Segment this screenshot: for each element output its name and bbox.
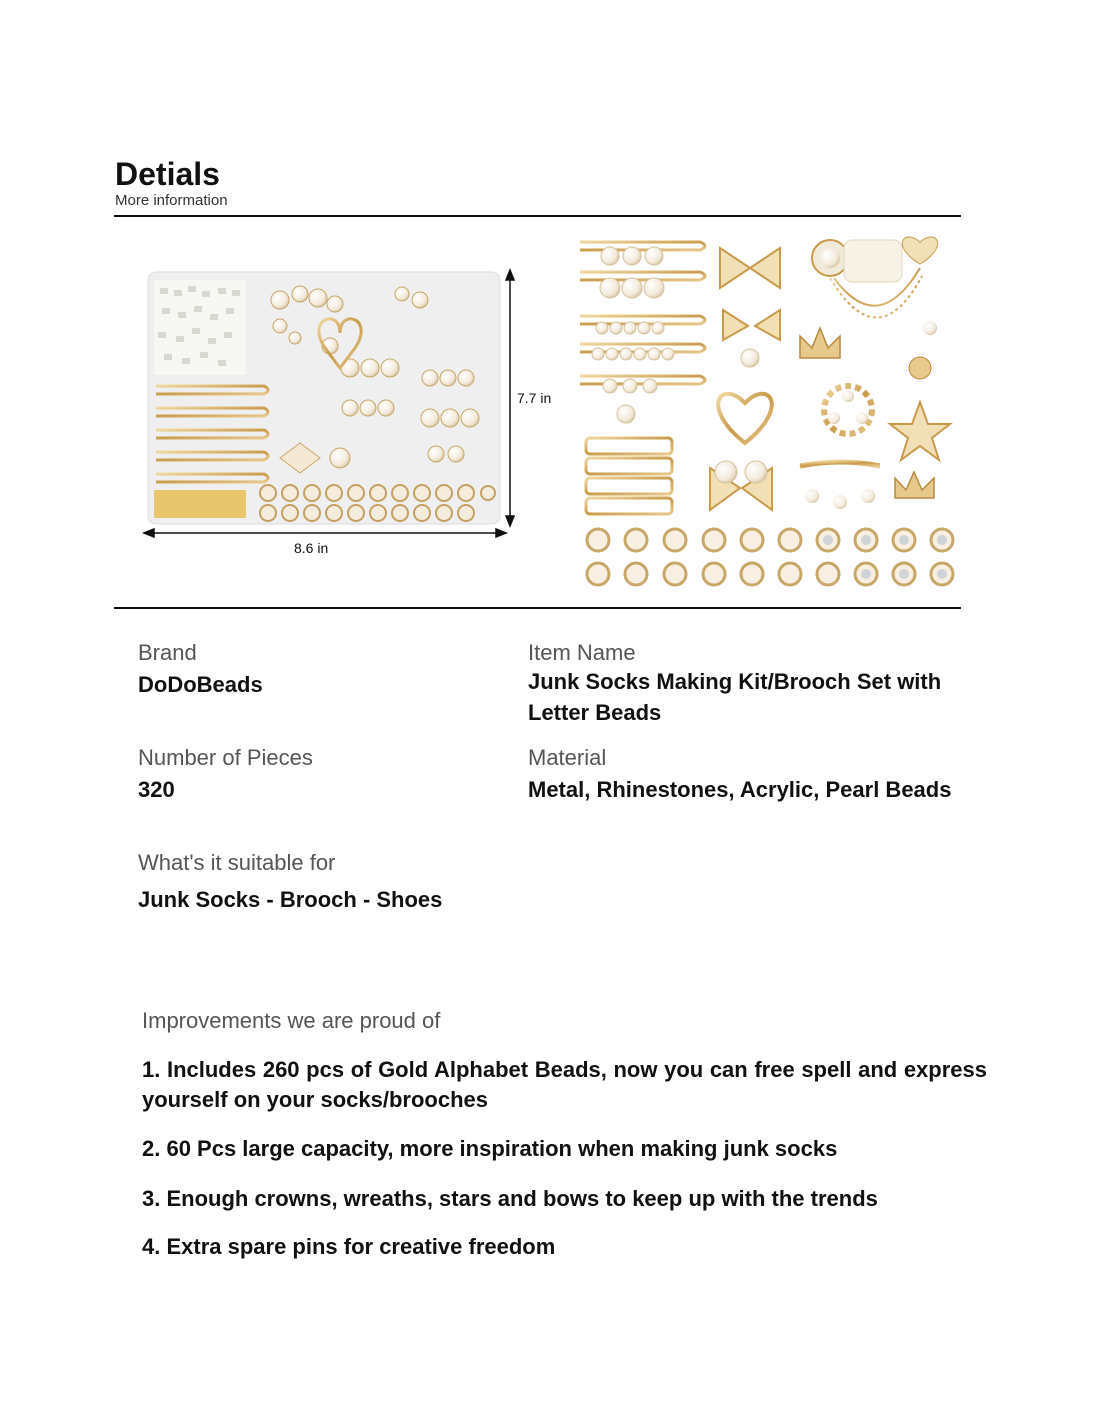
product-photo [140, 228, 970, 598]
material-value: Metal, Rhinestones, Acrylic, Pearl Beads [528, 777, 952, 802]
item-name-label: Item Name [528, 640, 636, 665]
width-label: 8.6 in [294, 540, 329, 556]
improvement-item-4: 4. Extra spare pins for creative freedom [142, 1234, 556, 1259]
letter-beads [154, 280, 246, 375]
item-name-value: Junk Socks Making Kit/Brooch Set with Letter Beads [528, 669, 942, 725]
brand-label: Brand [138, 640, 197, 665]
improvement-item-3: 3. Enough crowns, wreaths, stars and bows to keep up with the trends [142, 1186, 878, 1211]
improvement-item-1: 1. Includes 260 pcs of Gold Alphabet Beads, now you can free spell and express yourself on your socks/brooches [142, 1057, 987, 1112]
suitable-value: Junk Socks - Brooch - Shoes [138, 887, 443, 912]
pieces-label: Number of Pieces [138, 745, 313, 770]
width-dimension [144, 529, 506, 537]
height-label: 7.7 in [517, 390, 552, 406]
improvement-item-2: 2. 60 Pcs large capacity, more inspiration when making junk socks [142, 1136, 838, 1161]
height-dimension [506, 270, 514, 526]
brooch-collection [580, 237, 953, 585]
divider-top [114, 215, 961, 217]
page-title: Detials [115, 156, 220, 192]
storage-tray [148, 272, 500, 524]
material-label: Material [528, 745, 607, 770]
brand-value: DoDoBeads [138, 672, 263, 697]
improvements-title: Improvements we are proud of [142, 1008, 441, 1033]
suitable-label: What's it suitable for [138, 850, 336, 875]
pieces-value: 320 [138, 777, 175, 802]
divider-bottom [114, 607, 961, 609]
page-subtitle: More information [115, 192, 228, 209]
